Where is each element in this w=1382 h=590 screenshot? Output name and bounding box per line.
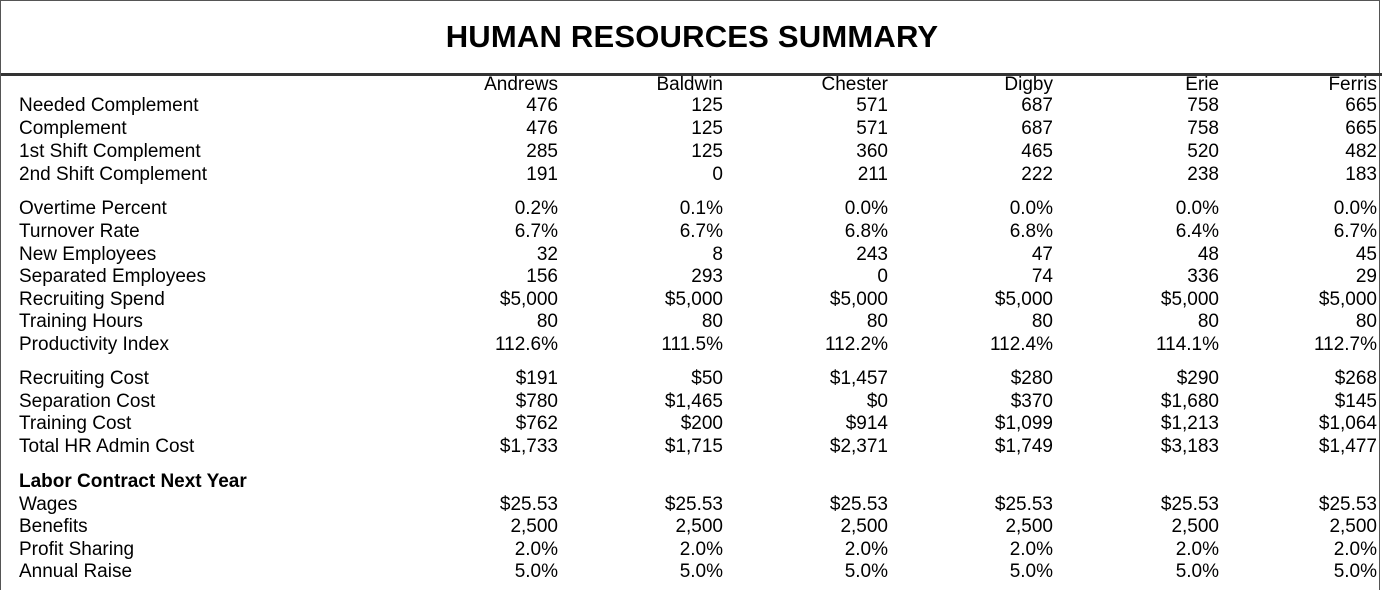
table-cell: 5.0%: [1175, 561, 1219, 582]
table-cell: 476: [526, 95, 558, 116]
table-cell: 6.4%: [1175, 221, 1219, 242]
section-heading: Labor Contract Next Year: [19, 471, 247, 492]
table-cell: 520: [1187, 141, 1219, 162]
table-cell: $25.53: [994, 494, 1053, 515]
table-cell: 0.2%: [514, 198, 558, 219]
table-cell: 6.7%: [1333, 221, 1377, 242]
table-cell: 571: [856, 118, 888, 139]
table-cell: 665: [1345, 118, 1377, 139]
table-cell: 2,500: [510, 516, 558, 537]
table-cell: 112.7%: [1313, 334, 1377, 355]
table-cell: $25.53: [1318, 494, 1377, 515]
row-label: Overtime Percent: [19, 198, 167, 219]
row-label: Training Cost: [19, 413, 132, 434]
table-cell: 32: [536, 244, 558, 265]
table-cell: 45: [1355, 244, 1377, 265]
table-cell: $5,000: [1160, 289, 1219, 310]
table-cell: 6.7%: [514, 221, 558, 242]
table-cell: $5,000: [1318, 289, 1377, 310]
table-cell: $1,457: [829, 368, 888, 389]
table-cell: 2.0%: [1333, 539, 1377, 560]
table-cell: 5.0%: [679, 561, 723, 582]
table-cell: $1,213: [1160, 413, 1219, 434]
table-cell: $191: [515, 368, 558, 389]
column-header-ferris: Ferris: [1328, 74, 1377, 95]
table-cell: 156: [526, 266, 558, 287]
table-cell: 74: [1031, 266, 1053, 287]
row-label: 2nd Shift Complement: [19, 164, 207, 185]
row-label: Benefits: [19, 516, 88, 537]
table-cell: $5,000: [499, 289, 558, 310]
table-cell: 285: [526, 141, 558, 162]
table-cell: 80: [536, 311, 558, 332]
table-cell: $1,715: [664, 436, 723, 457]
table-cell: $0: [866, 391, 888, 412]
row-label: Training Hours: [19, 311, 143, 332]
table-cell: 687: [1021, 118, 1053, 139]
column-header-baldwin: Baldwin: [656, 74, 723, 95]
table-cell: $762: [515, 413, 558, 434]
table-cell: 183: [1345, 164, 1377, 185]
table-cell: 2,500: [1329, 516, 1377, 537]
table-cell: $25.53: [829, 494, 888, 515]
table-cell: 5.0%: [1009, 561, 1053, 582]
row-label: Complement: [19, 118, 127, 139]
table-cell: $914: [845, 413, 888, 434]
table-cell: 758: [1187, 95, 1219, 116]
table-cell: 114.1%: [1155, 334, 1219, 355]
table-cell: 0: [712, 164, 723, 185]
row-label: Wages: [19, 494, 78, 515]
table-cell: 758: [1187, 118, 1219, 139]
table-cell: 125: [691, 95, 723, 116]
table-cell: 0.0%: [844, 198, 888, 219]
table-cell: 80: [1355, 311, 1377, 332]
column-header-erie: Erie: [1185, 74, 1219, 95]
table-cell: 6.8%: [1009, 221, 1053, 242]
table-cell: $50: [691, 368, 723, 389]
table-cell: 2.0%: [514, 539, 558, 560]
table-cell: 476: [526, 118, 558, 139]
table-cell: $200: [680, 413, 723, 434]
table-cell: 80: [866, 311, 888, 332]
table-cell: 465: [1021, 141, 1053, 162]
table-cell: 191: [526, 164, 558, 185]
table-cell: 2,500: [1171, 516, 1219, 537]
title-bar: [1, 1, 1382, 76]
table-cell: 2,500: [840, 516, 888, 537]
table-cell: $3,183: [1160, 436, 1219, 457]
row-label: 1st Shift Complement: [19, 141, 201, 162]
table-cell: $1,064: [1318, 413, 1377, 434]
table-cell: 0: [877, 266, 888, 287]
table-cell: $145: [1334, 391, 1377, 412]
row-label: Recruiting Cost: [19, 368, 149, 389]
table-cell: $2,371: [829, 436, 888, 457]
row-label: New Employees: [19, 244, 157, 265]
table-cell: $280: [1010, 368, 1053, 389]
table-cell: 687: [1021, 95, 1053, 116]
table-cell: 2.0%: [679, 539, 723, 560]
table-cell: 125: [691, 118, 723, 139]
table-cell: $5,000: [829, 289, 888, 310]
table-cell: 571: [856, 95, 888, 116]
table-cell: 222: [1021, 164, 1053, 185]
row-label: Total HR Admin Cost: [19, 436, 195, 457]
row-label: Recruiting Spend: [19, 289, 165, 310]
table-cell: 112.6%: [494, 334, 558, 355]
table-cell: 211: [857, 164, 888, 185]
table-cell: 111.5%: [661, 334, 723, 355]
row-label: Separation Cost: [19, 391, 156, 412]
table-cell: 665: [1345, 95, 1377, 116]
table-cell: $1,099: [994, 413, 1053, 434]
table-cell: 0.0%: [1333, 198, 1377, 219]
table-cell: 336: [1187, 266, 1219, 287]
table-cell: $1,477: [1318, 436, 1377, 457]
table-cell: 5.0%: [514, 561, 558, 582]
table-cell: $370: [1010, 391, 1053, 412]
table-cell: 112.4%: [989, 334, 1053, 355]
table-cell: $1,749: [994, 436, 1053, 457]
table-cell: $1,680: [1160, 391, 1219, 412]
table-cell: 293: [691, 266, 723, 287]
table-cell: 6.7%: [679, 221, 723, 242]
table-cell: 0.1%: [679, 198, 723, 219]
table-cell: 80: [701, 311, 723, 332]
table-cell: $5,000: [994, 289, 1053, 310]
table-cell: 243: [856, 244, 888, 265]
table-cell: 2,500: [675, 516, 723, 537]
table-cell: 8: [712, 244, 723, 265]
table-cell: 0.0%: [1175, 198, 1219, 219]
table-cell: 2,500: [1005, 516, 1053, 537]
table-cell: 5.0%: [844, 561, 888, 582]
table-cell: 5.0%: [1333, 561, 1377, 582]
table-cell: 2.0%: [1009, 539, 1053, 560]
table-cell: 482: [1345, 141, 1377, 162]
table-cell: $1,733: [499, 436, 558, 457]
table-cell: $1,465: [664, 391, 723, 412]
table-cell: $268: [1334, 368, 1377, 389]
table-cell: 80: [1197, 311, 1219, 332]
table-cell: $25.53: [499, 494, 558, 515]
row-label: Profit Sharing: [19, 539, 135, 560]
column-header-chester: Chester: [821, 74, 888, 95]
table-cell: 47: [1031, 244, 1053, 265]
table-cell: 48: [1197, 244, 1219, 265]
row-label: Annual Raise: [19, 561, 133, 582]
row-label: Productivity Index: [19, 334, 169, 355]
row-label: Separated Employees: [19, 266, 206, 287]
table-cell: $780: [515, 391, 558, 412]
column-header-andrews: Andrews: [484, 74, 558, 95]
table-cell: 29: [1355, 266, 1377, 287]
report-title: HUMAN RESOURCES SUMMARY: [445, 19, 939, 54]
table-cell: $290: [1176, 368, 1219, 389]
column-header-digby: Digby: [1004, 74, 1053, 95]
table-cell: 6.8%: [844, 221, 888, 242]
table-cell: 2.0%: [844, 539, 888, 560]
table-cell: 360: [856, 141, 888, 162]
table-cell: 2.0%: [1175, 539, 1219, 560]
table-cell: 125: [691, 141, 723, 162]
row-label: Turnover Rate: [19, 221, 140, 242]
table-cell: 80: [1031, 311, 1053, 332]
table-cell: $25.53: [1160, 494, 1219, 515]
row-label: Needed Complement: [19, 95, 199, 116]
table-cell: 238: [1187, 164, 1219, 185]
table-cell: $25.53: [664, 494, 723, 515]
table-cell: $5,000: [664, 289, 723, 310]
table-cell: 0.0%: [1009, 198, 1053, 219]
table-cell: 112.2%: [824, 334, 888, 355]
